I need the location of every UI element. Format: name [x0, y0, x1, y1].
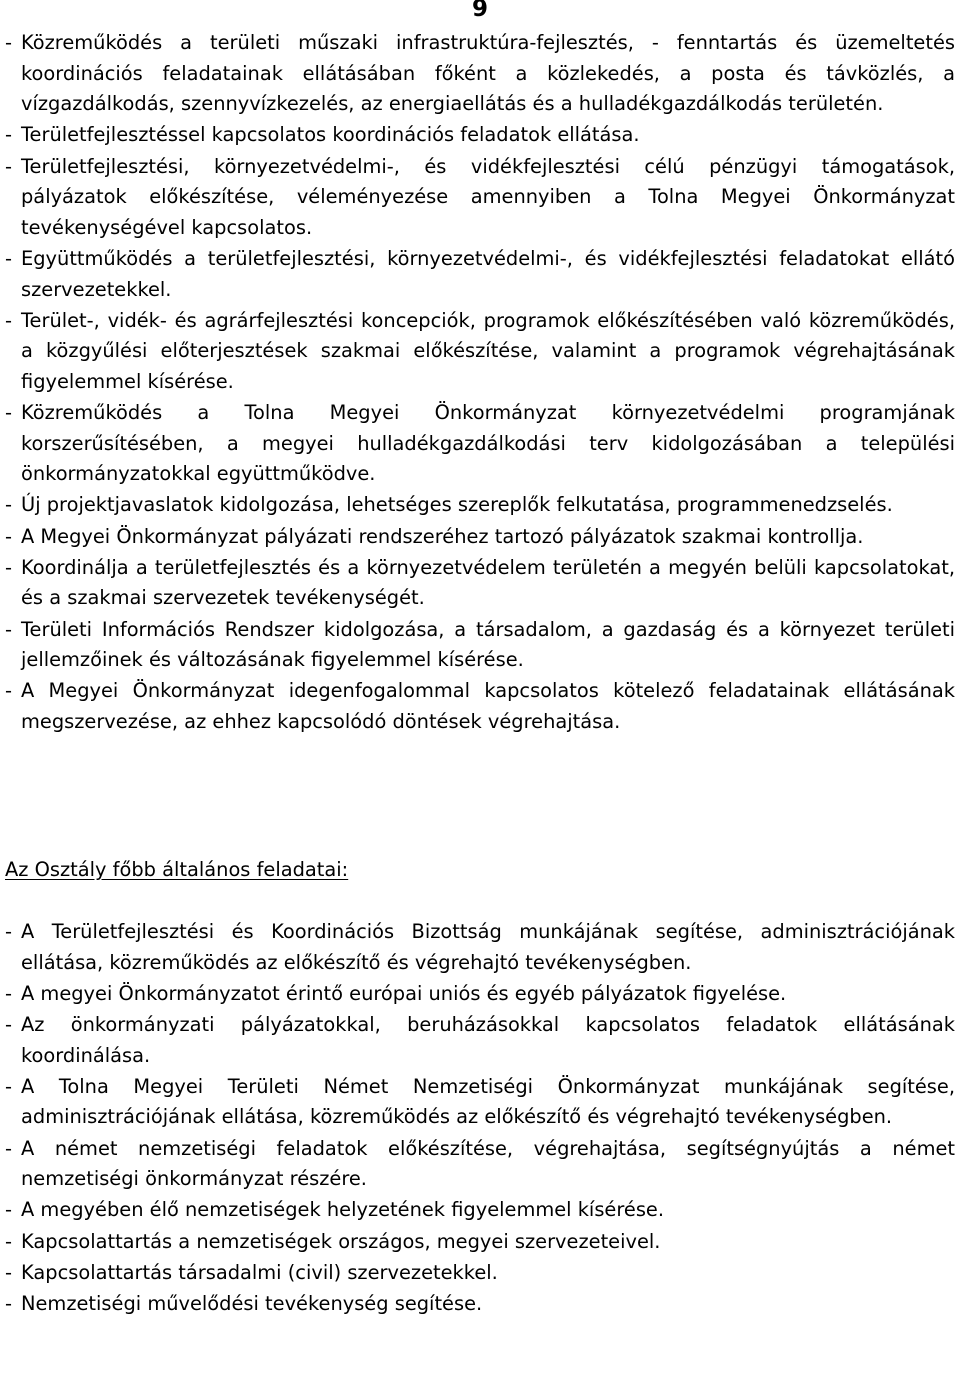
list-item-text: Együttműködés a területfejlesztési, környezetvédelmi-, és vidékfejlesztési feladatokat ellátó szervezetekkel. — [21, 246, 955, 301]
list-item-text: A Területfejlesztési és Koordinációs Bizottság munkájának segítése, adminisztrációjának ellátása, közreműködés az előkészítő és végrehajtó tevékenységben. — [21, 920, 955, 974]
list-item-text: A Megyei Önkormányzat idegenfogalommal kapcsolatos kötelező feladatainak ellátásának megszervezése, az ehhez kapcsolódó döntések végrehajtása. — [21, 679, 955, 733]
list-item — [5, 1227, 955, 1258]
list-item-text: Koordinálja a területfejlesztés és a környezetvédelem területén a megyén belüli kapcsolatokat, és a szakmai szervezetek tevékenységét. — [21, 555, 955, 610]
list-item-text: A Megyei Önkormányzat pályázati rendszeréhez tartozó pályázatok szakmai kontrollja. — [21, 524, 864, 548]
list-item-text: Nemzetiségi művelődési tevékenység segítése. — [21, 1291, 483, 1315]
list-item — [5, 1072, 955, 1133]
bullet-dash: - — [5, 1198, 12, 1222]
list-item-text: Területfejlesztési, környezetvédelmi-, és vidékfejlesztési célú pénzügyi támogatások, pályázatok előkészítése, véleményezése amennyiben a Tolna Megyei Önkormányzat tevékenységével kapcsolatos. — [21, 154, 955, 239]
list-item — [5, 522, 955, 553]
bullet-dash: - — [5, 493, 12, 517]
list-item — [5, 398, 955, 490]
bullet-dash: - — [5, 524, 12, 548]
list-item — [5, 1134, 955, 1195]
list-item-text: Az önkormányzati pályázatokkal, beruházásokkal kapcsolatos feladatok ellátásának koordinálása. — [21, 1012, 955, 1067]
bullet-dash: - — [5, 679, 12, 703]
bullet-dash: - — [5, 555, 12, 579]
bullet-dash: - — [5, 920, 12, 943]
list-item-text: A német nemzetiségi feladatok előkészítése, végrehajtása, segítségnyújtás a német nemzetiségi önkormányzat részére. — [21, 1136, 955, 1191]
bullet-dash: - — [5, 154, 12, 178]
list-item — [5, 1258, 955, 1289]
list-item — [5, 152, 955, 244]
bullet-dash: - — [5, 308, 12, 332]
bullet-dash: - — [5, 31, 12, 54]
list-item-text: Közreműködés a területi műszaki infrastruktúra-fejlesztés, - fenntartás és üzemeltetés koordinációs feladatainak ellátásában főként a közlekedés, a posta és távközlés, a vízgazdálkodás, szennyvízkezelés, az energiaellátás és a hulladékgazdálkodás területén. — [21, 31, 955, 116]
bullet-dash: - — [5, 1074, 12, 1098]
list-item — [5, 490, 955, 521]
bullet-dash: - — [5, 1012, 12, 1036]
list-item — [5, 1289, 955, 1320]
list-item — [5, 28, 955, 120]
page-number: 9 — [471, 0, 488, 22]
list-item — [5, 615, 955, 676]
bullet-dash: - — [5, 1136, 12, 1160]
list-item — [5, 306, 955, 398]
bullet-dash: - — [5, 1291, 12, 1315]
list-item — [5, 979, 955, 1010]
list-item-text: A megyében élő nemzetiségek helyzetének figyelemmel kísérése. — [21, 1198, 665, 1222]
list-item-text: Közreműködés a Tolna Megyei Önkormányzat környezetvédelmi programjának korszerűsítésében, a megyei hulladékgazdálkodási terv kidolgozásában a települési önkormányzatokkal együttműködve. — [21, 401, 955, 486]
list-item-text: Területi Információs Rendszer kidolgozása, a társadalom, a gazdaság és a környezet területi jellemzőinek és változásának figyelemmel kísérése. — [21, 617, 955, 672]
list-item — [5, 676, 955, 737]
list-item-text: Kapcsolattartás társadalmi (civil) szervezetekkel. — [21, 1260, 498, 1284]
bullet-dash: - — [5, 1229, 12, 1253]
list-item-text: A Tolna Megyei Területi Német Nemzetiségi Önkormányzat munkájának segítése, adminisztrációjának ellátása, közreműködés az előkészítő és végrehajtó tevékenységben. — [21, 1074, 955, 1129]
list-item-text: Területfejlesztéssel kapcsolatos koordinációs feladatok ellátása. — [21, 123, 640, 147]
list-item — [5, 553, 955, 614]
list-item — [5, 1010, 955, 1071]
list-item — [5, 120, 955, 151]
list-item-text: Terület-, vidék- és agrárfejlesztési koncepciók, programok előkészítésében való közreműködés, a közgyűlési előterjesztések szakmai előkészítése, valamint a programok végrehajtásának figyelemmel kísérése. — [21, 308, 955, 393]
list-item-text: Új projektjavaslatok kidolgozása, lehetséges szereplők felkutatása, programmenedzselés. — [21, 493, 893, 517]
bullet-dash: - — [5, 617, 12, 641]
list-item-text: Kapcsolattartás a nemzetiségek országos, megyei szervezeteivel. — [21, 1229, 661, 1253]
bullet-dash: - — [5, 123, 12, 147]
bullet-dash: - — [5, 981, 12, 1005]
bullet-dash: - — [5, 1260, 12, 1284]
task-list-primary — [5, 28, 955, 738]
bullet-dash: - — [5, 246, 12, 270]
task-list-general — [5, 917, 955, 1320]
list-item-text: A megyei Önkormányzatot érintő európai uniós és egyéb pályázatok figyelése. — [21, 981, 787, 1005]
list-item — [5, 1195, 955, 1226]
bullet-dash: - — [5, 401, 12, 425]
list-item — [5, 244, 955, 305]
list-item — [5, 917, 955, 978]
section-heading: Az Osztály főbb általános feladatai: — [5, 858, 349, 881]
